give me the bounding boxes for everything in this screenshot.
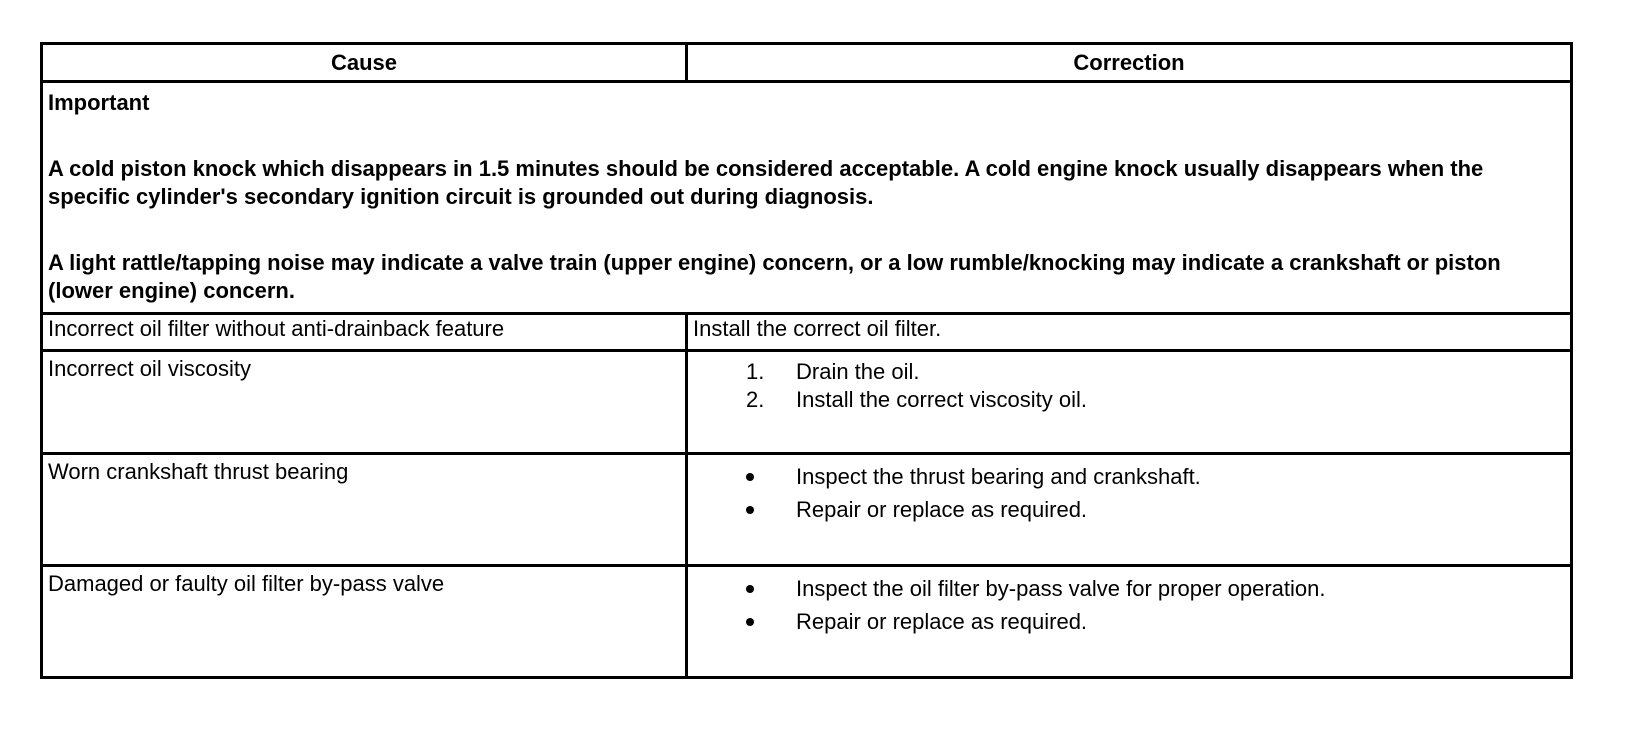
- bullet-text: Repair or replace as required.: [796, 609, 1088, 634]
- table-row: [42, 454, 1572, 566]
- important-note: [42, 82, 1572, 314]
- header-correction: Correction: [687, 44, 1572, 82]
- cause-text: Damaged or faulty oil filter by-pass valve: [48, 571, 445, 596]
- correction-cell: [687, 351, 1572, 454]
- note-paragraph-1: A cold piston knock which disappears in 1.5 minutes should be considered acceptable. A cold engine knock usually disappears when the specific cylinder's secondary ignition circuit is grounded out during diagnosis.: [48, 156, 1484, 209]
- table-row: [42, 566, 1572, 678]
- list-item: [693, 575, 1570, 603]
- list-item: [693, 358, 1570, 386]
- list-item: [693, 608, 1570, 636]
- correction-bullets: [693, 567, 1570, 636]
- correction-cell: Install the correct oil filter.: [687, 314, 1572, 351]
- bullet-icon: [746, 585, 754, 593]
- bullet-text: Inspect the oil filter by-pass valve for proper operation.: [796, 576, 1326, 601]
- table-row: [42, 314, 1572, 351]
- bullet-text: Inspect the thrust bearing and crankshaft.: [796, 464, 1201, 489]
- step-text: Drain the oil.: [796, 359, 920, 384]
- cause-cell: [42, 566, 687, 678]
- correction-bullets: [693, 455, 1570, 524]
- header-cause: Cause: [42, 44, 687, 82]
- correction-steps: [693, 352, 1570, 414]
- important-note-row: [42, 82, 1572, 314]
- step-number: 2.: [746, 387, 765, 412]
- table-row: [42, 351, 1572, 454]
- cause-cell: Incorrect oil filter without anti-drainback feature: [42, 314, 687, 351]
- bullet-text: Repair or replace as required.: [796, 497, 1088, 522]
- bullet-icon: [746, 473, 754, 481]
- cause-cell: [42, 454, 687, 566]
- header-row: [42, 44, 1572, 82]
- diagnostic-table: [40, 42, 1573, 679]
- correction-cell: [687, 566, 1572, 678]
- step-text: Install the correct viscosity oil.: [796, 387, 1087, 412]
- list-item: [693, 386, 1570, 414]
- list-item: [693, 463, 1570, 491]
- cause-cell: [42, 351, 687, 454]
- bullet-icon: [746, 506, 754, 514]
- cause-text: Worn crankshaft thrust bearing: [48, 459, 349, 484]
- list-item: [693, 496, 1570, 524]
- note-heading: Important: [48, 90, 150, 115]
- note-paragraph-2: A light rattle/tapping noise may indicate a valve train (upper engine) concern, or a low rumble/knocking may indicate a crankshaft or piston (lower engine) concern.: [48, 250, 1501, 303]
- step-number: 1.: [746, 359, 765, 384]
- bullet-icon: [746, 618, 754, 626]
- correction-cell: [687, 454, 1572, 566]
- cause-text: Incorrect oil viscosity: [48, 356, 251, 381]
